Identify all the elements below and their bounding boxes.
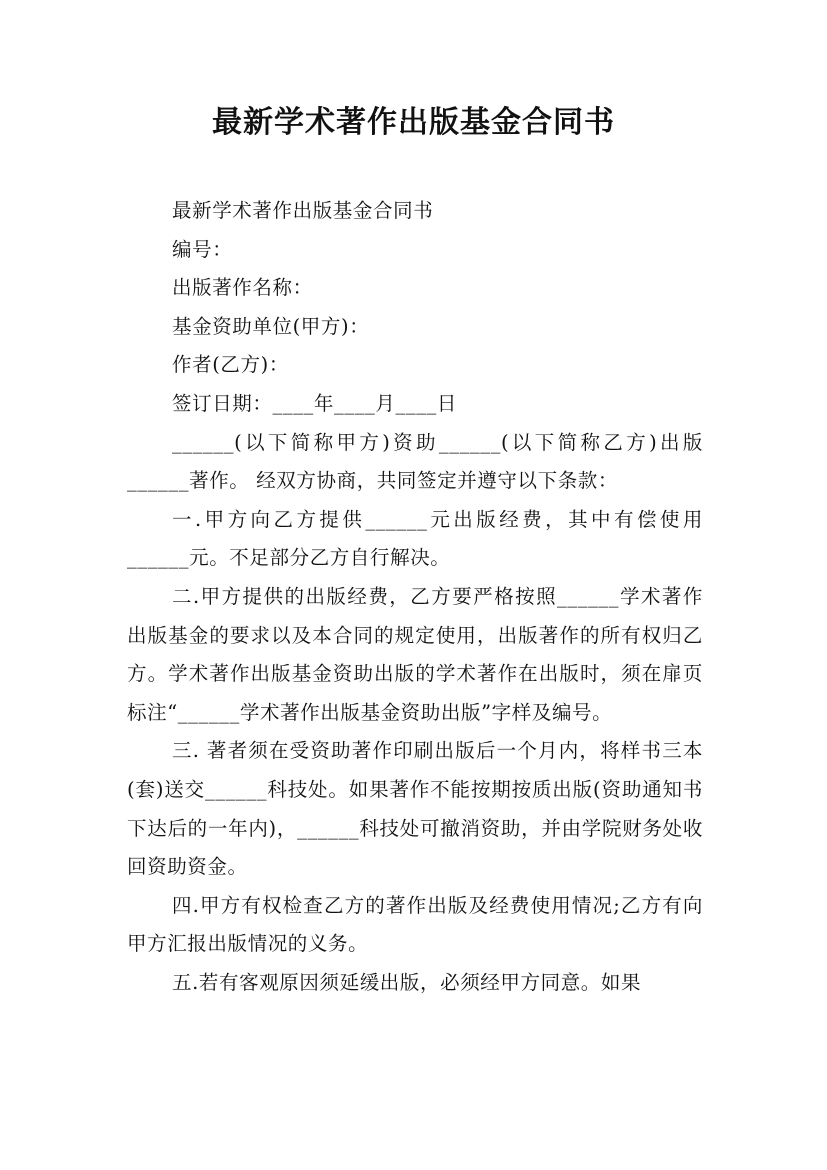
paragraph-clause-3: 三. 著者须在受资助著作印刷出版后一个月内，将样书三本(套)送交______科技处。如果著作不能按期按质出版(资助通知书下达后的一年内)，______科技处可撤消资助，并由学院财务处收回资助资金。 [127, 739, 703, 879]
header-line-title: 最新学术著作出版基金合同书 [172, 199, 434, 222]
header-line-sign-date: 签订日期：____年____月____日 [172, 391, 457, 415]
header-line-number: 编号： [172, 237, 233, 261]
paragraph-clause-2: 二.甲方提供的出版经费，乙方要严格按照______学术著作出版基金的要求以及本合同的规定使用，出版著作的所有权归乙方。学术著作出版基金资助出版的学术著作在出版时，须在扉页标注“______学术著作出版基金资助出版”字样及编号。 [127, 584, 703, 724]
header-line-party-b: 作者(乙方)： [172, 353, 289, 377]
document-body [127, 192, 703, 1002]
paragraph-clause-1: 一.甲方向乙方提供______元出版经费，其中有偿使用______元。不足部分乙方自行解决。 [127, 507, 703, 570]
paragraph-clause-4: 四.甲方有权检查乙方的著作出版及经费使用情况;乙方有向甲方汇报出版情况的义务。 [127, 893, 703, 956]
header-line-work-name: 出版著作名称： [172, 276, 313, 300]
paragraph-intro: ______(以下简称甲方)资助______(以下简称乙方)出版______著作。 经双方协商，共同签定并遵守以下条款： [127, 430, 703, 493]
paragraph-clause-5: 五.若有客观原因须延缓出版，必须经甲方同意。如果 [172, 970, 642, 994]
header-line-party-a: 基金资助单位(甲方)： [172, 314, 370, 338]
document-title: 最新学术著作出版基金合同书 [212, 105, 615, 140]
